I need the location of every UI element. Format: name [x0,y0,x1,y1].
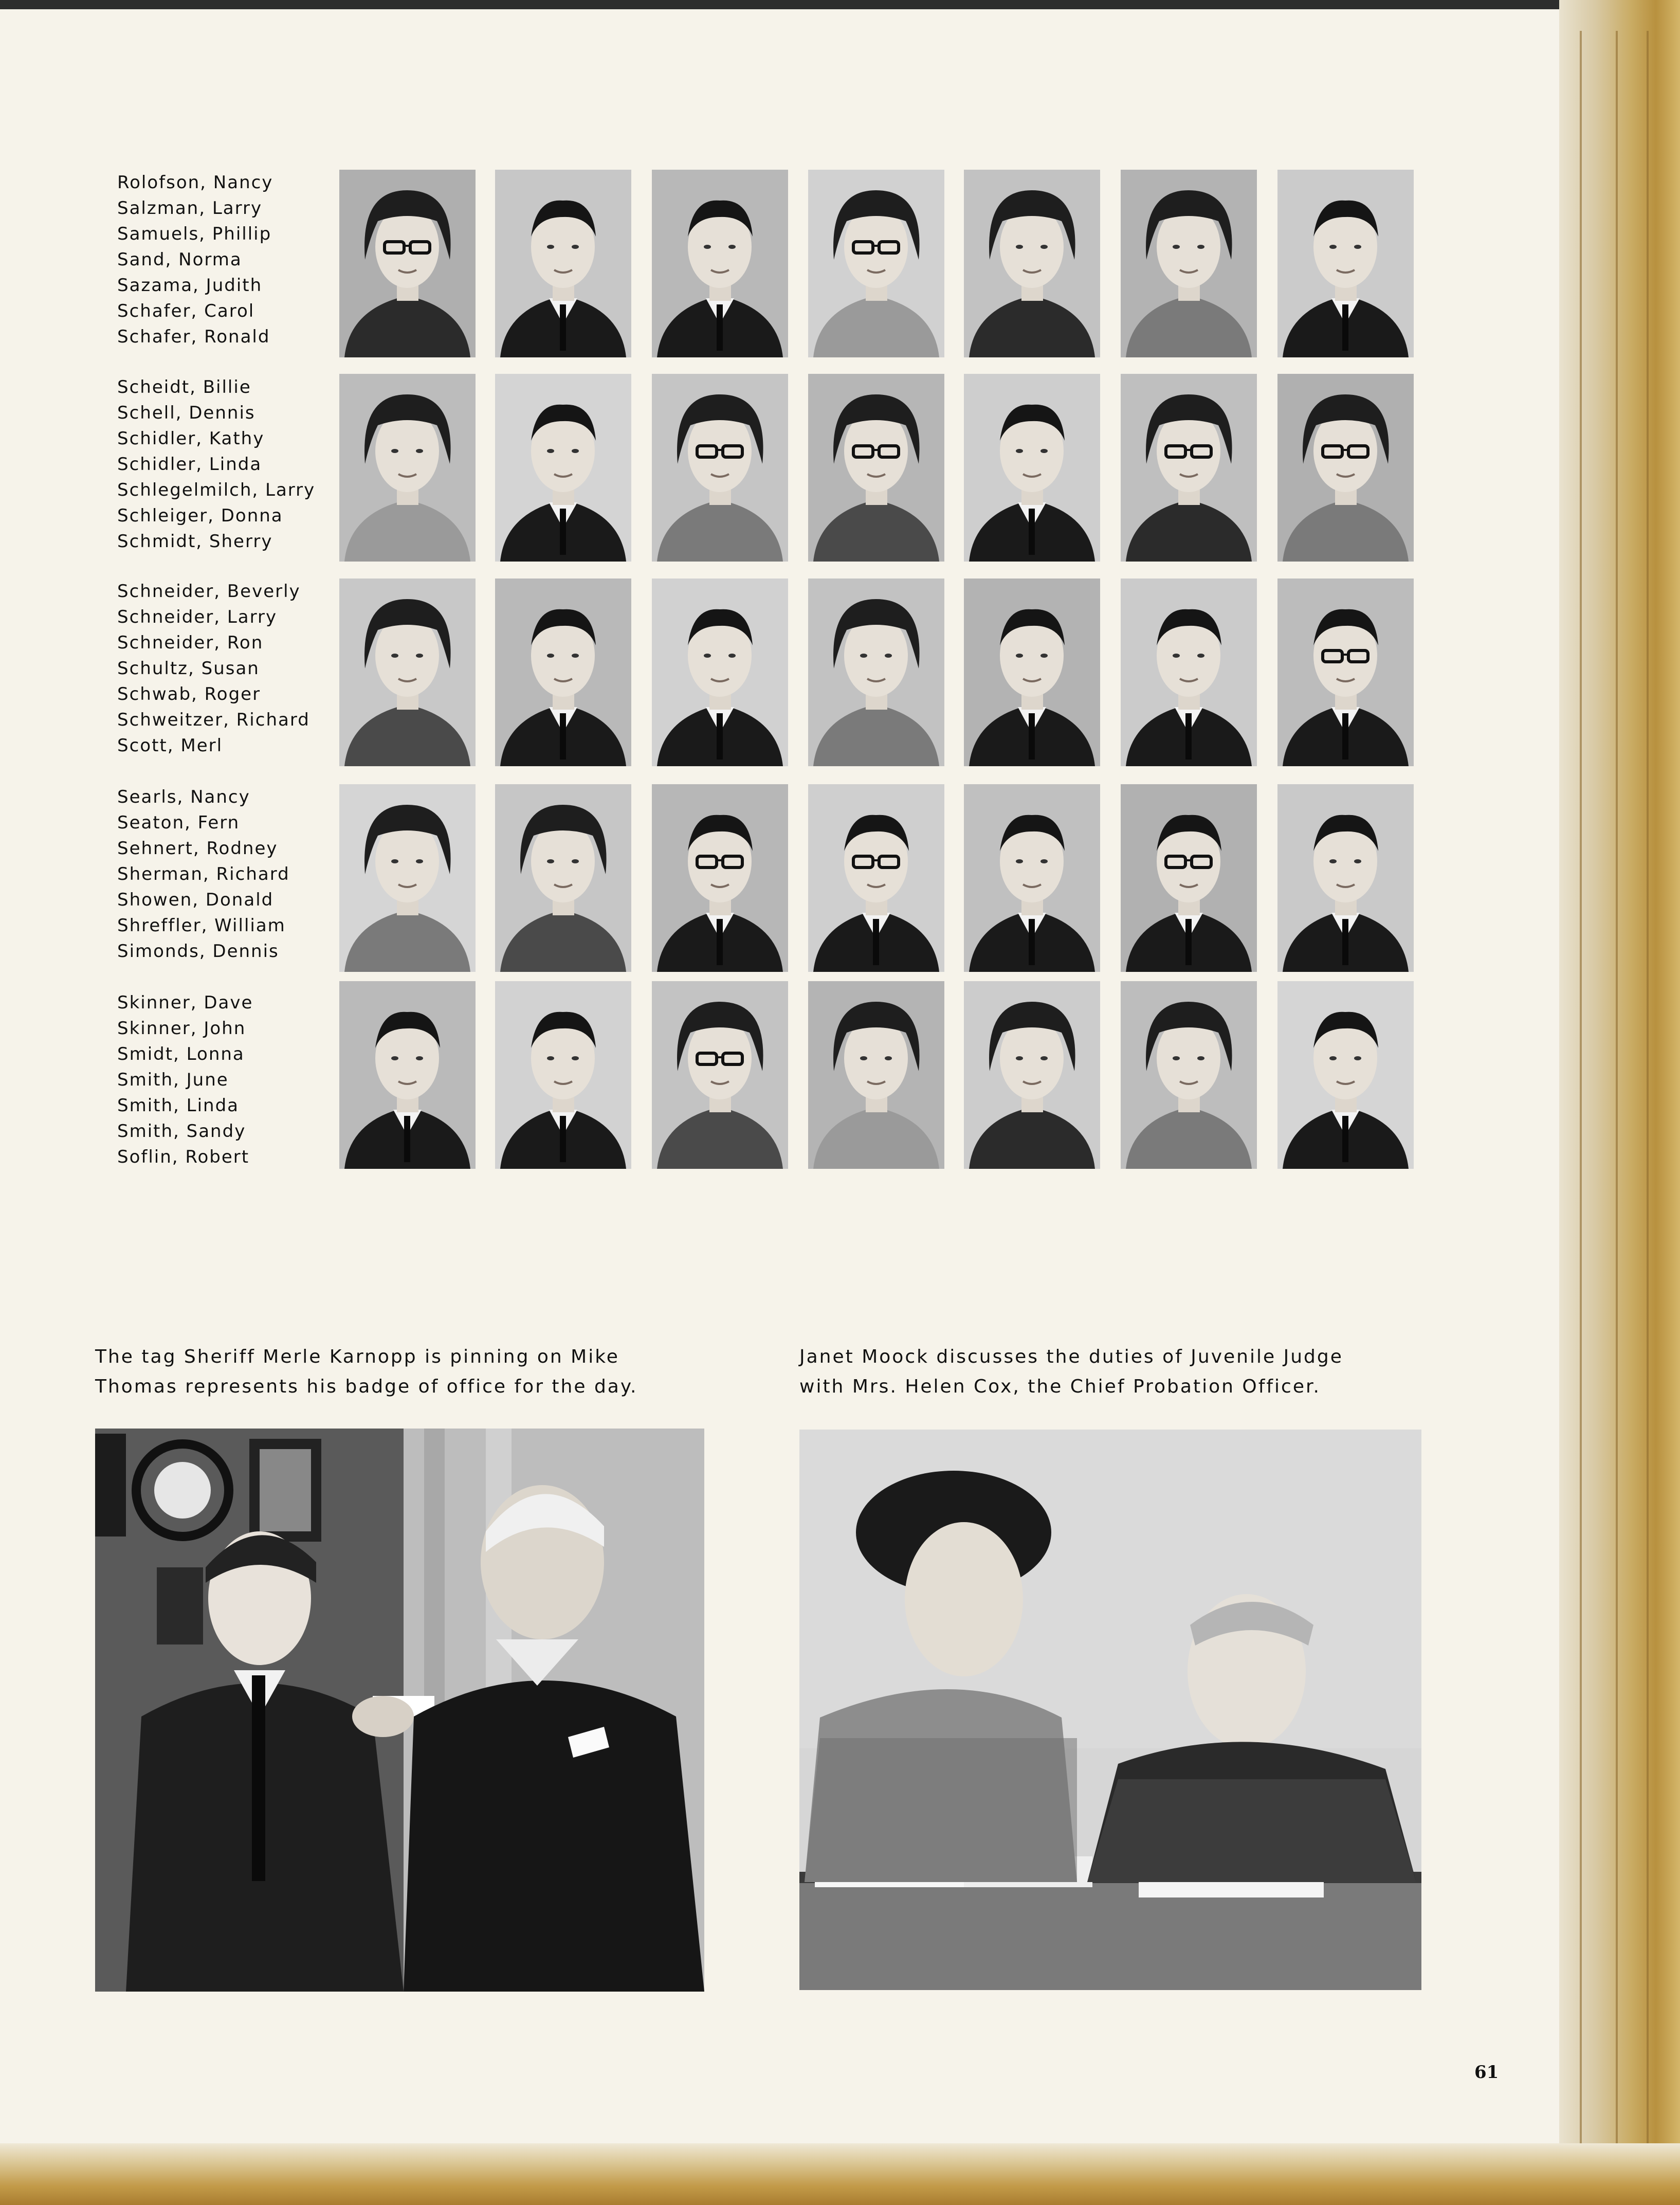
student-name: Simonds, Dennis [117,941,279,962]
student-portrait [964,784,1100,972]
student-name: Searls, Nancy [117,787,250,807]
student-name: Soflin, Robert [117,1147,250,1167]
student-name: Schlegelmilch, Larry [117,480,316,500]
name-list [117,374,333,554]
student-portrait [495,579,631,766]
student-name: Schafer, Ronald [117,327,270,347]
student-name: Schneider, Ron [117,632,264,653]
student-name: Seaton, Fern [117,812,240,833]
student-portrait [808,784,944,972]
student-name: Skinner, Dave [117,992,253,1013]
page-edge-line [1647,31,1649,2170]
student-portrait [1121,170,1257,357]
student-portrait [495,374,631,562]
name-list [117,170,333,350]
student-portrait [339,981,476,1169]
student-name: Salzman, Larry [117,198,263,219]
student-portrait [808,579,944,766]
student-name: Schafer, Carol [117,301,255,321]
student-name: Shreffler, William [117,915,286,936]
student-name: Schidler, Linda [117,454,262,475]
student-portrait [495,170,631,357]
top-border [0,0,1563,9]
student-portrait [652,784,788,972]
student-portrait [1121,784,1257,972]
student-portrait [1277,170,1414,357]
student-portrait [1277,981,1414,1169]
student-name: Sehnert, Rodney [117,838,278,859]
student-name: Smith, Linda [117,1095,239,1116]
left-caption-line-1: The tag Sheriff Merle Karnopp is pinning on Mike [95,1346,619,1367]
student-portrait [808,981,944,1169]
student-name: Schwab, Roger [117,684,261,704]
student-name: Rolofson, Nancy [117,172,273,193]
student-portrait [652,374,788,562]
student-portrait [808,374,944,562]
student-name: Smidt, Lonna [117,1044,245,1064]
name-list [117,990,333,1170]
student-name: Schultz, Susan [117,658,260,679]
student-portrait [339,579,476,766]
right-caption-line-2: with Mrs. Helen Cox, the Chief Probation Officer. [799,1376,1321,1397]
student-portrait [1121,579,1257,766]
student-name: Scott, Merl [117,735,223,756]
student-name: Skinner, John [117,1018,246,1039]
book-bottom-edge [0,2143,1680,2205]
juvenile-judge-photo [799,1430,1421,1990]
student-name: Schneider, Larry [117,607,278,627]
student-name: Sand, Norma [117,249,242,270]
page-number: 61 [1474,2062,1499,2083]
student-portrait [495,784,631,972]
student-name: Schmidt, Sherry [117,531,273,552]
student-name: Samuels, Phillip [117,224,272,244]
student-name: Smith, June [117,1070,229,1090]
student-portrait [1121,981,1257,1169]
name-list [117,579,333,758]
student-portrait [964,374,1100,562]
student-portrait [652,170,788,357]
student-portrait [652,981,788,1169]
student-portrait [1277,579,1414,766]
student-portrait [495,981,631,1169]
student-portrait [339,170,476,357]
right-caption-line-1: Janet Moock discusses the duties of Juvenile Judge [799,1346,1343,1367]
sheriff-photo-image [95,1429,704,1992]
judge-photo-image [799,1430,1421,1990]
student-portrait [1277,784,1414,972]
student-portrait [652,579,788,766]
student-portrait [339,784,476,972]
student-portrait [964,579,1100,766]
student-portrait [1121,374,1257,562]
student-name: Sazama, Judith [117,275,263,296]
student-name: Schell, Dennis [117,403,255,423]
left-caption [95,1342,637,1402]
page-edge-line [1580,31,1582,2170]
page-edge-line [1616,31,1618,2170]
sheriff-pinning-photo [95,1429,704,1992]
student-portrait [964,981,1100,1169]
student-name: Showen, Donald [117,890,274,910]
student-name: Scheidt, Billie [117,377,251,397]
student-portrait [808,170,944,357]
student-name: Smith, Sandy [117,1121,246,1142]
name-list [117,784,333,964]
book-page-edges [1559,0,1680,2205]
right-caption [799,1342,1343,1402]
student-name: Schweitzer, Richard [117,710,310,730]
left-caption-line-2: Thomas represents his badge of office for the day. [95,1376,638,1397]
student-name: Schleiger, Donna [117,505,283,526]
student-portrait [1277,374,1414,562]
student-name: Schidler, Kathy [117,428,265,449]
student-name: Sherman, Richard [117,864,290,884]
student-portrait [339,374,476,562]
student-portrait [964,170,1100,357]
student-name: Schneider, Beverly [117,581,301,602]
